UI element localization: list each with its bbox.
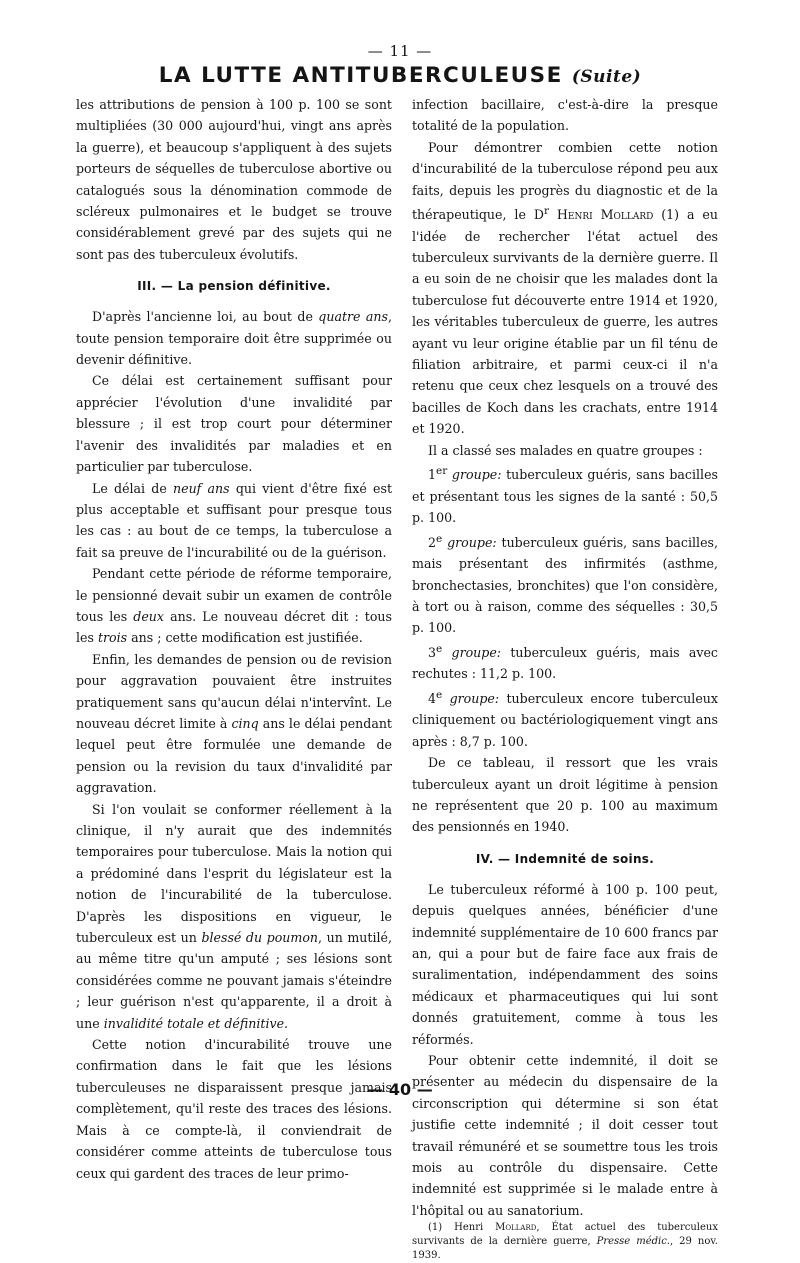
italic-run: deux — [133, 608, 165, 624]
section-heading-pension-definitive: III. — La pension définitive. — [137, 279, 331, 294]
text-run: , un mutilé, au même titre qu'un amputé ; ses lésions sont considérées comme ne pouvant jamais s'éteindre ; leur guérison n'est qu'apparente, il a droit à une — [76, 930, 392, 1031]
italic-run: trois — [97, 630, 128, 646]
author-name: Mollard — [495, 1222, 537, 1234]
group-text: tuberculeux guéris, sans bacilles et présentant tous les signes de la santé : 50,5 p. 100. — [412, 467, 718, 526]
right-paragraph-6: Pour obtenir cette indemnité, il doit se présenter au médecin du dispensaire de la circonscription qui détermine si son état justifie cette indemnité ; il doit cesser tout travail rémunéré et se soumettre tous les trois mois au contrôle du dispensaire. Cette indemnité est supprimée si le malade entre à l'hôpital ou au sanatorium. — [412, 1053, 718, 1218]
left-paragraph-5 — [76, 563, 392, 649]
group-number: 2 — [428, 534, 437, 550]
text-run: , 29 nov. 1939. — [412, 1236, 718, 1262]
italic-run: quatre ans — [318, 309, 388, 325]
text-run: ans le délai pendant lequel peut être formulée une demande de pension ou la revision du taux d'invalidité par aggravation. — [76, 715, 392, 796]
text-run: Le délai de — [92, 480, 173, 496]
superscript: e — [436, 688, 443, 701]
page-number-top: — 11 — — [367, 42, 433, 60]
author-name: Henri Mollard — [556, 207, 654, 223]
italic-run: cinq — [231, 715, 259, 731]
text-run: (1) Henri — [428, 1222, 496, 1234]
right-paragraph-3: Il a classé ses malades en quatre groupes : — [428, 442, 703, 458]
right-paragraph-2 — [412, 137, 718, 440]
group-label: groupe: — [442, 534, 497, 550]
group-3 — [412, 639, 718, 685]
left-paragraph-6 — [76, 649, 392, 799]
page-number-bottom: — 40 — — [367, 1080, 433, 1099]
group-1 — [412, 461, 718, 528]
page-title — [0, 63, 800, 88]
group-number: 4 — [428, 690, 437, 706]
group-label: groupe: — [447, 467, 502, 483]
left-paragraph-4 — [76, 478, 392, 564]
group-text: tuberculeux guéris, mais avec rechutes : 11,2 p. 100. — [412, 644, 718, 682]
text-run: Pour démontrer combien cette notion d'incurabilité de la tuberculose répond peu aux faits, depuis les progrès du diagnostic et de la thérapeutique, le D — [412, 139, 718, 223]
superscript: e — [436, 642, 443, 655]
right-paragraph-5: Le tuberculeux réformé à 100 p. 100 peut, depuis quelques années, bénéficier d'une indemnité supplémentaire de 10 600 francs par an, qui a pour but de faire face aux frais de suralimentation, indépendamment des soins médicaux et pharmaceutiques qui lui sont donnés gratuitement, comme à tous les réformés. — [412, 881, 718, 1047]
group-label: groupe: — [442, 644, 502, 660]
text-run: (1) a eu l'idée de rechercher l'état actuel des tuberculeux survivants de la dernière guerre. Il a eu soin de ne choisir que les malades dont la tuberculose fut découverte entre 1914 et 1920, les véritables tuberculeux de guerre, les autres ayant vu leur origine établie par un fil ténu de filiation arbitraire, et parmi ceux-ci il n'a retenu que ceux chez lesquels on a trouvé des bacilles de Koch dans les crachats, entre 1914 et 1920. — [412, 207, 718, 437]
text-run: Si l'on voulait se conformer réellement à la clinique, il n'y aurait que des indemnités temporaires pour tuberculose. Mais la notion qui a prédominé dans l'esprit du législateur est la notion de l'incurabilité de la tuberculose. D'après les dispositions en vigueur, le tuberculeux est un — [76, 801, 392, 946]
group-4 — [412, 685, 718, 752]
title-text: LA LUTTE ANTITUBERCULEUSE — [158, 63, 563, 88]
group-label: groupe: — [442, 690, 500, 706]
title-suite: (Suite) — [571, 67, 642, 87]
text-run: , toute pension temporaire doit être supprimée ou devenir définitive. — [76, 309, 392, 368]
group-text: tuberculeux encore tuberculeux cliniquement ou bactériologiquement vingt ans après : 8,7 p. 100. — [412, 690, 718, 749]
left-paragraph-8: Cette notion d'incurabilité trouve une confirmation dans le fait que les lésions tuberculeuses ne disparaissent presque jamais complètement, qu'il reste des traces des lésions. Mais à ce compte-là, il conviendrait de considérer comme atteints de tuberculose tous ceux qui gardent des traces de leur primo- — [76, 1037, 392, 1181]
superscript: r — [543, 205, 549, 218]
italic-run: blessé du poumon — [201, 930, 319, 946]
group-text: tuberculeux guéris, sans bacilles, mais présentant des infirmités (asthme, bronchectasies, bronchites) que l'on considère, à tort ou à raison, comme des séquelles : 30,5 p. 100. — [412, 534, 718, 636]
superscript: e — [436, 532, 443, 545]
group-2 — [412, 529, 718, 639]
left-paragraph-3: Ce délai est certainement suffisant pour apprécier l'évolution d'une invalidité par blessure ; il est trop court pour déterminer l'avenir des invalidités par maladies et en particulier par tuberculose. — [76, 373, 392, 475]
left-paragraph-1: les attributions de pension à 100 p. 100 se sont multipliées (30 000 aujourd'hui, vingt ans après la guerre), et beaucoup s'appliquent à des sujets porteurs de séquelles de tuberculose abortive ou catalogués sous la dénomination commode de scléreux pulmonaires et le budget se trouve considérablement grevé par des sujets qui ne sont pas des tuberculeux évolutifs. — [76, 97, 392, 262]
text-run: , État actuel des tuberculeux survivants de la dernière guerre, — [412, 1222, 718, 1248]
text-run: qui vient d'être fixé est plus acceptable et suffisant pour presque tous les cas : au bout de ce temps, la tuberculose a fait sa preuve de l'incurabilité ou de la guérison. — [76, 480, 393, 560]
text-run: Pendant cette période de réforme temporaire, le pensionné devait subir un examen de contrôle tous les — [76, 566, 392, 624]
text-run: ans ; cette modification est justifiée. — [127, 630, 363, 646]
group-number: 3 — [428, 644, 437, 660]
footnote — [412, 1221, 718, 1263]
italic-run: neuf ans — [173, 480, 230, 496]
journal-name: Presse médic. — [596, 1236, 670, 1248]
italic-run: invalidité totale et définitive. — [103, 1015, 289, 1031]
group-number: 1 — [428, 467, 437, 483]
text-run: ans. Le nouveau décret dit : tous les — [76, 608, 392, 646]
text-run: D'après l'ancienne loi, au bout de — [92, 309, 319, 325]
text-run: Enfin, les demandes de pension ou de revision pour aggravation pouvaient être instruites pratiquement sans qu'aucun délai n'intervînt. Le nouveau décret limite à — [76, 651, 392, 731]
right-paragraph-1: infection bacillaire, c'est-à-dire la presque totalité de la population. — [412, 97, 718, 134]
section-heading-indemnite-soins: IV. — Indemnité de soins. — [475, 851, 655, 866]
left-paragraph-7 — [76, 799, 392, 1034]
superscript: er — [436, 465, 448, 478]
left-column — [76, 94, 392, 1184]
left-paragraph-2 — [76, 306, 392, 370]
right-paragraph-4: De ce tableau, il ressort que les vrais tuberculeux ayant un droit légitime à pension ne représentent que 20 p. 100 au maximum des pensionnés en 1940. — [412, 755, 718, 835]
